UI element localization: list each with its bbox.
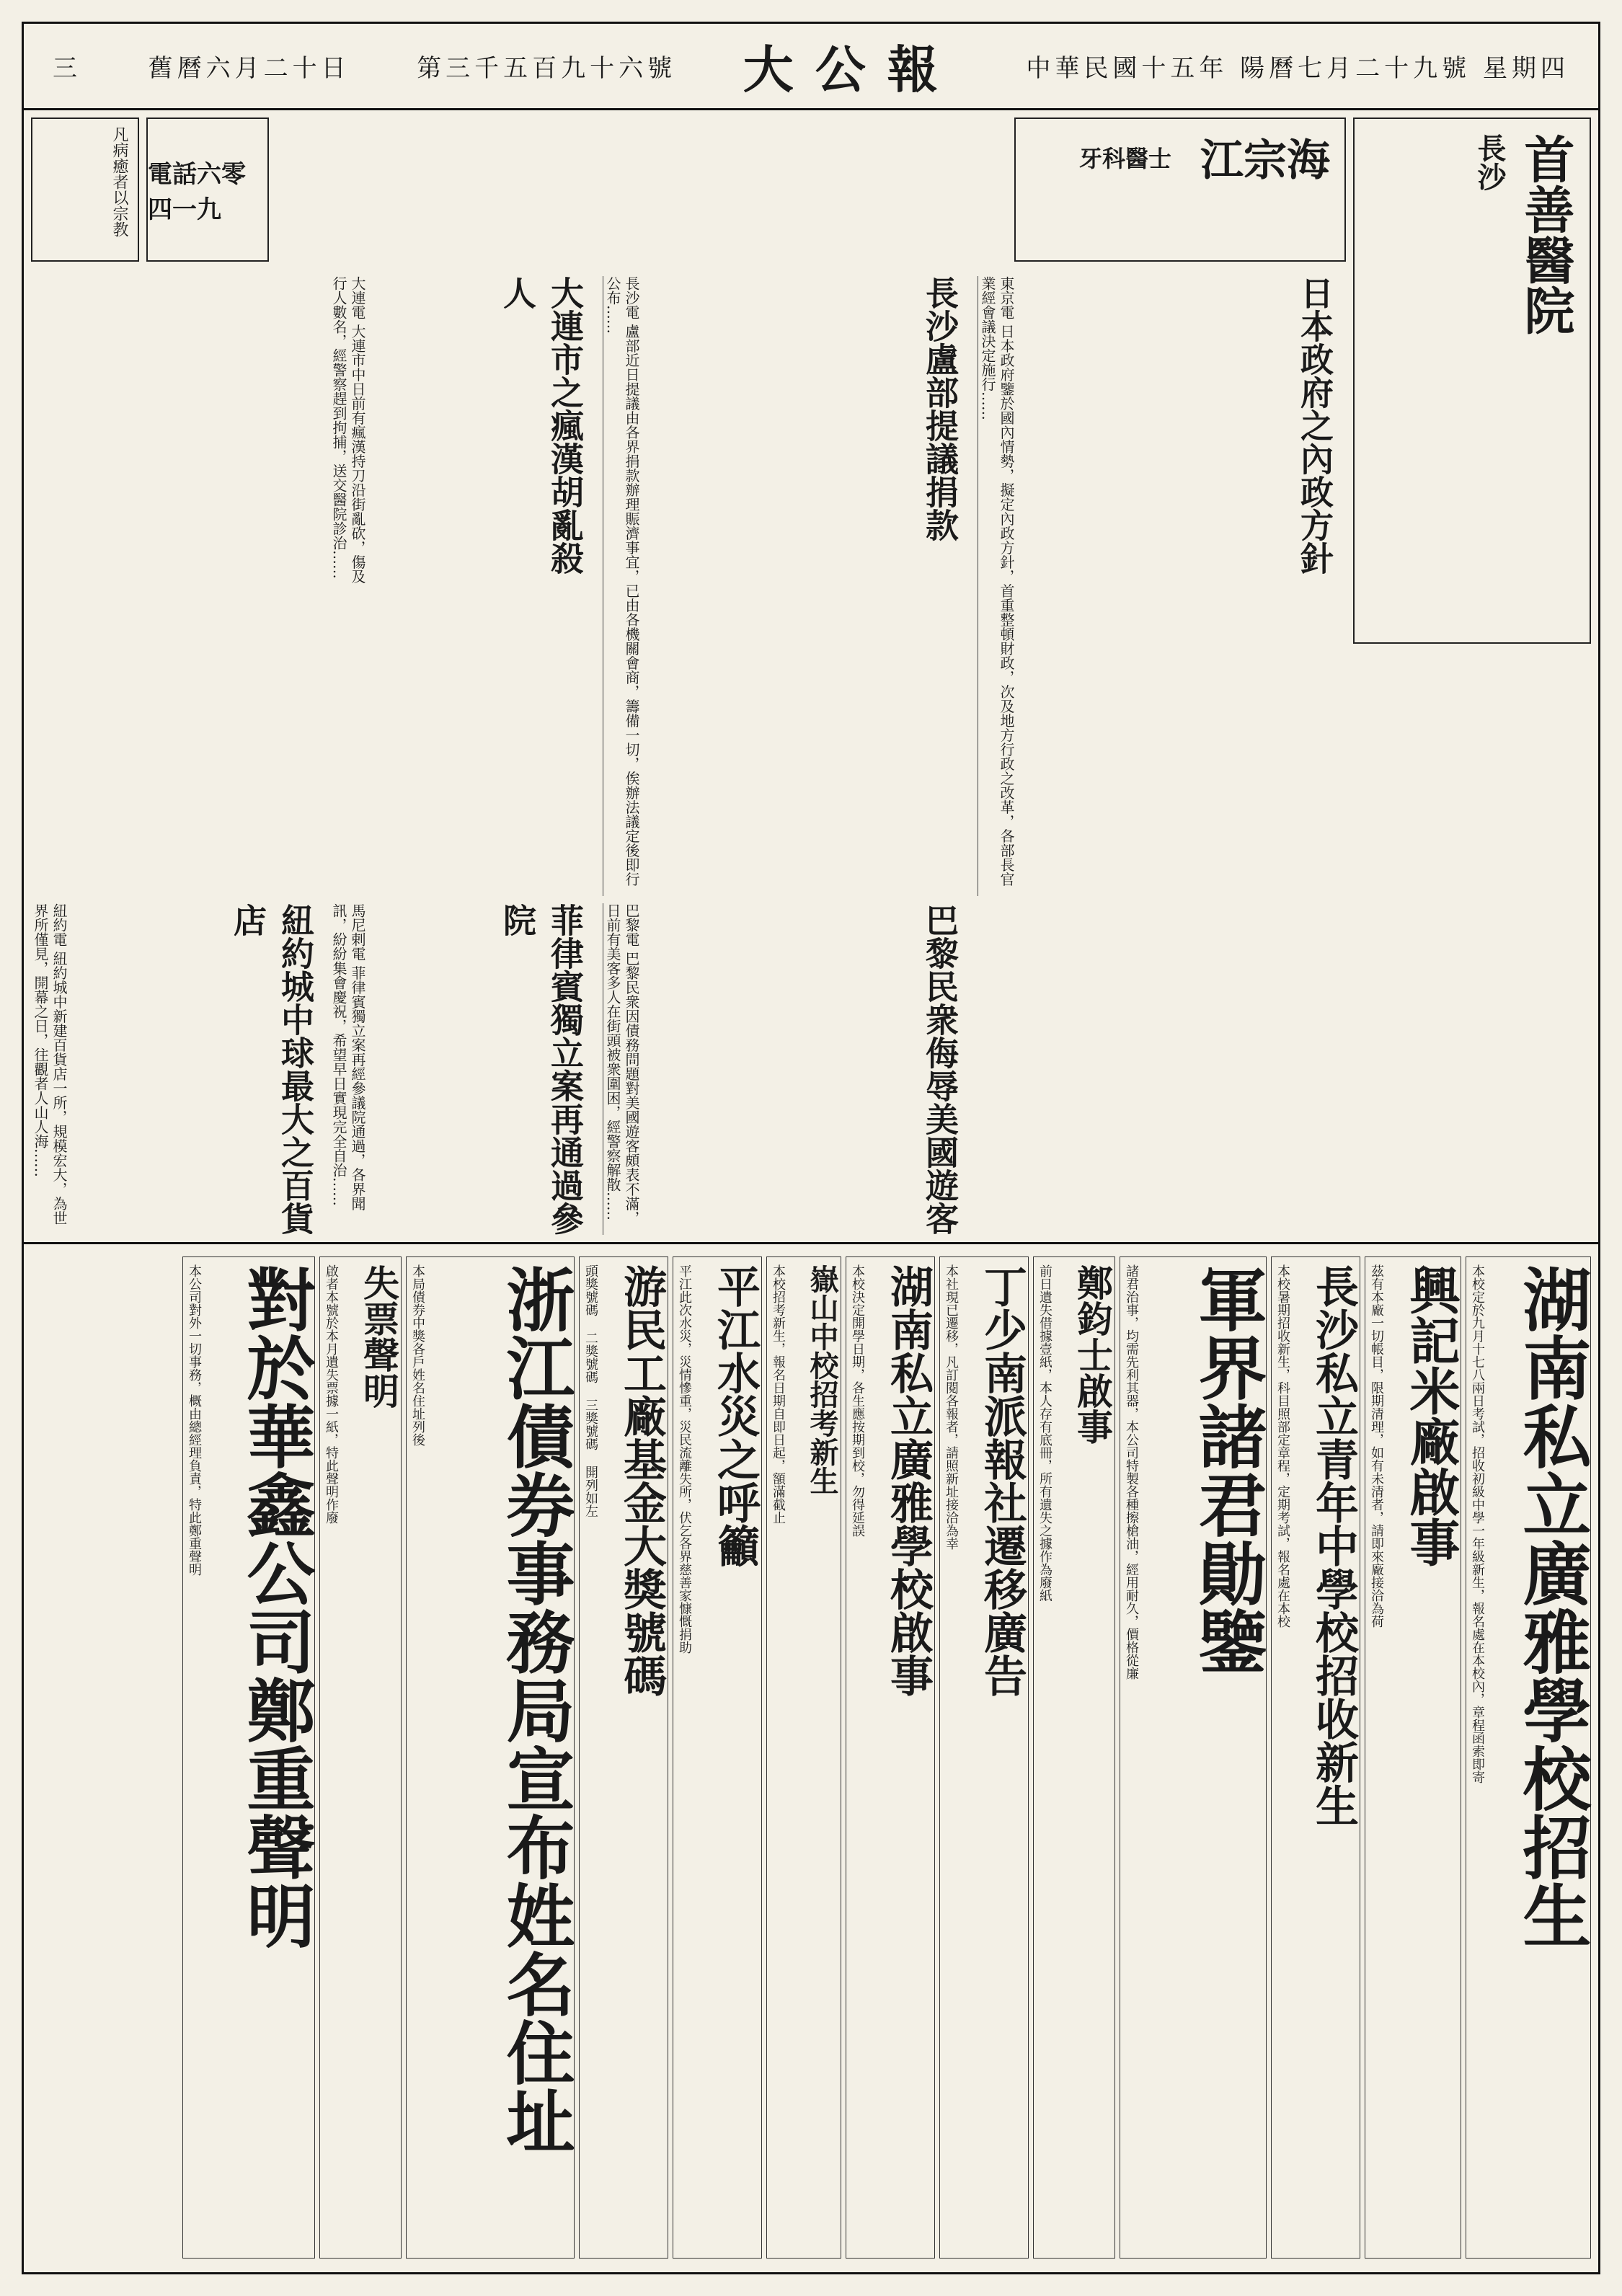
classified-ad <box>579 1256 668 2259</box>
ad-body: 啟者本號於本月遺失票據一紙，特此聲明作廢 <box>324 1264 339 1524</box>
ad-heading: 鄭鈞士啟事 <box>1071 1264 1114 1445</box>
classified-ad <box>766 1256 841 2259</box>
classified-ad <box>406 1256 575 2259</box>
news-article <box>329 903 589 1235</box>
ad-heading: 長沙私立青年中學校招收新生 <box>1308 1264 1359 1827</box>
classified-ad <box>182 1256 315 2259</box>
dentist-name: 江宗海 <box>1200 136 1330 186</box>
ad-body: 諸君治事，均需先利其器，本公司特製各種擦槍油，經用耐久，價格從廉 <box>1124 1264 1139 1680</box>
article-title: 大連市之瘋漢胡亂殺人 <box>498 276 585 575</box>
ad-body: 本校定於九月十七八兩日考試，招收初級中學一年級新生，報名處在本校內，章程函索即寄 <box>1470 1264 1485 1783</box>
ad-body: 本校暑期招收新生，科目照部定章程，定期考試，報名處在本校 <box>1275 1264 1290 1628</box>
doctor-box-text: 凡病癒者以宗教 <box>110 126 128 237</box>
classified-ad <box>1271 1256 1360 2259</box>
dateline: 中華民國十五年 陽曆七月二十九號 星期四 <box>1026 54 1569 83</box>
ad-heading: 對於華鑫公司鄭重聲明 <box>236 1264 316 1949</box>
dentist-ad <box>1014 118 1346 262</box>
ad-heading: 浙江債券事務局宣布姓名住址 <box>495 1264 575 2155</box>
ad-heading: 湖南私立廣雅學校啟事 <box>883 1264 934 1697</box>
news-article <box>978 276 1339 896</box>
news-article <box>31 903 319 1235</box>
article-title: 日本政府之內政方針 <box>1295 276 1334 575</box>
masthead <box>24 24 1598 110</box>
article-body: 長沙電 盧部近日提議由各界捐款辦理賑濟事宜，已由各機關會商，籌備一切，俟辦法議定後即行公布…… <box>604 276 640 887</box>
ad-heading: 失票聲明 <box>358 1264 400 1409</box>
ad-body: 本社現已遷移，凡訂閱各報者，請照新址接洽為幸 <box>944 1264 959 1550</box>
page-number: 三 <box>53 54 81 83</box>
classified-ad <box>673 1256 762 2259</box>
article-body: 紐約電 紐約城中新建百貨店一所，規模宏大，為世界所僅見，開幕之日，往觀者人山人海…… <box>32 903 68 1225</box>
issue-number: 第三千五百九十六號 <box>417 54 677 83</box>
section-divider <box>24 1242 1598 1244</box>
classified-ad <box>1365 1256 1461 2259</box>
ad-heading: 軍界諸君勛鑒 <box>1187 1264 1267 1675</box>
news-article <box>603 276 964 896</box>
dentist-sub: 牙科醫士 <box>1078 145 1171 172</box>
hospital-name: 首善醫院 <box>1516 133 1576 335</box>
ad-body: 本校決定開學日期，各生應按期到校，勿得延誤 <box>850 1264 865 1537</box>
lunar-date: 舊曆六月二十日 <box>148 54 350 83</box>
article-body: 巴黎電 巴黎民衆因債務問題對美國遊客頗表不滿，日前有美客多人在街頭被衆圍困，經警察解散…… <box>604 903 640 1225</box>
ad-body: 前日遺失借據壹紙，本人存有底冊，所有遺失之據作為廢紙 <box>1037 1264 1052 1602</box>
ad-body: 本局債券中獎各戶姓名住址列後 <box>410 1264 425 1446</box>
phone-box <box>146 118 269 262</box>
ad-heading: 興記米廠啟事 <box>1401 1264 1461 1567</box>
ad-heading: 平江水災之呼籲 <box>710 1264 761 1567</box>
newspaper-page <box>22 22 1600 2274</box>
article-body: 馬尼剌電 菲律賓獨立案再經參議院通過，各界聞訊，紛紛集會慶祝，希望早日實現完全自治…… <box>330 903 366 1211</box>
ad-body: 本校招考新生，報名日期自即日起，額滿截止 <box>771 1264 786 1524</box>
news-article <box>329 276 589 586</box>
classified-ad <box>1033 1256 1115 2259</box>
ad-heading: 嶽山中校招考新生 <box>805 1264 839 1495</box>
article-body: 大連電 大連市中日前有瘋漢持刀沿街亂砍，傷及行人數名，經警察趕到拘捕，送交醫院診治…… <box>330 276 366 584</box>
article-title: 長沙盧部提議捐款 <box>921 276 960 541</box>
doctor-box <box>31 118 139 262</box>
article-body: 東京電 日本政府鑒於國內情勢，擬定內政方針，首重整頓財政，次及地方行政之改革，各部長官業經會議決定施行…… <box>979 276 1015 887</box>
ad-heading: 游民工廠基金大獎號碼 <box>616 1264 667 1697</box>
classified-ad <box>846 1256 935 2259</box>
hospital-sub: 長沙 <box>1473 133 1507 191</box>
ad-body: 平江此次水災，災情慘重，災民流離失所，伏乞各界慈善家慷慨捐助 <box>677 1264 692 1654</box>
ad-heading: 丁少南派報社遷移廣告 <box>977 1264 1027 1697</box>
hospital-ad <box>1353 118 1591 644</box>
classified-ad <box>319 1256 402 2259</box>
ad-heading: 湖南私立廣雅學校招生 <box>1512 1264 1592 1949</box>
classified-ad <box>939 1256 1029 2259</box>
ad-body: 頭獎號碼 二獎號碼 三獎號碼 開列如左 <box>583 1264 598 1517</box>
phone-number: 電話六零四一九 <box>148 160 246 224</box>
article-title: 巴黎民衆侮辱美國遊客 <box>921 903 960 1235</box>
news-article <box>603 903 964 1235</box>
classified-ad <box>1466 1256 1591 2259</box>
article-title: 菲律賓獨立案再通過參院 <box>498 903 585 1235</box>
classified-ad <box>1120 1256 1267 2259</box>
paper-name: 大公報 <box>743 40 960 99</box>
ad-body: 茲有本廠一切帳目，限期清理，如有未清者，請即來廠接洽為荷 <box>1369 1264 1384 1628</box>
article-title: 紐約城中球最大之百貨店 <box>229 903 315 1235</box>
ad-body: 本公司對外一切事務，概由總經理負責，特此鄭重聲明 <box>187 1264 202 1576</box>
